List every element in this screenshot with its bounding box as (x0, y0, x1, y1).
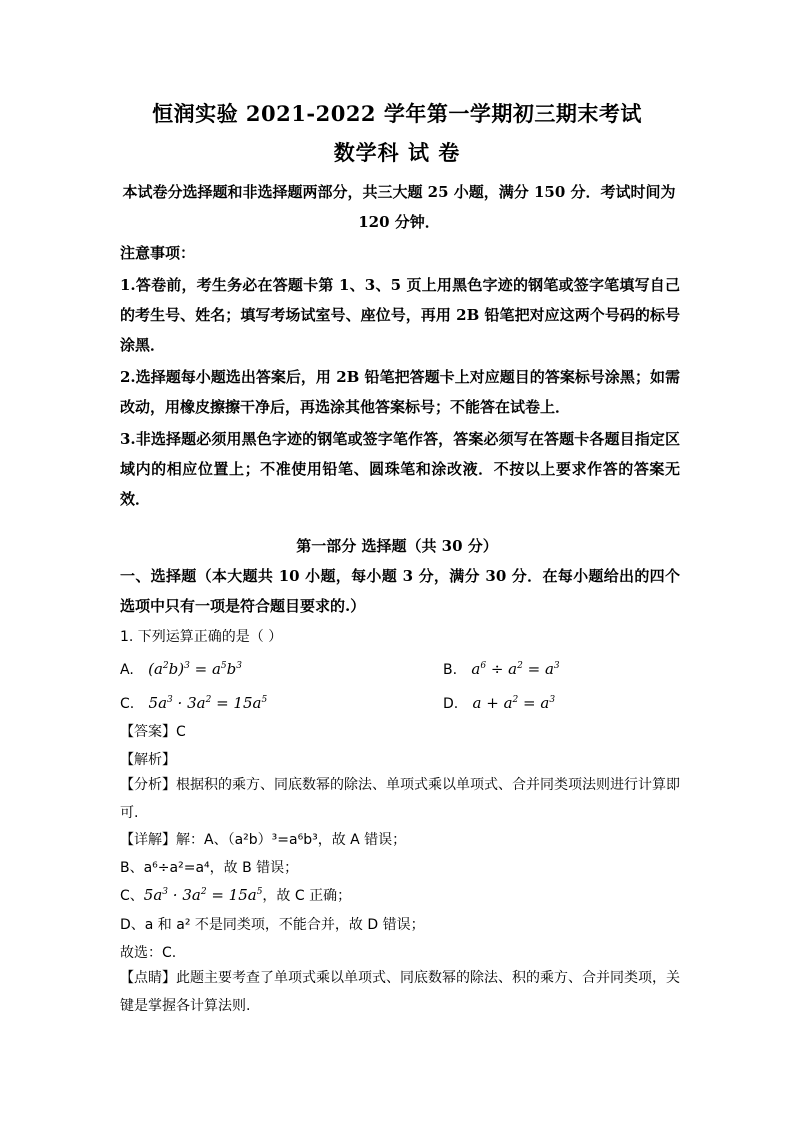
option-d (443, 694, 555, 712)
comment-text: 【点睛】此题主要考查了单项式乘以单项式、同底数幂的除法、积的乘方、合并同类项，关键是掌握各计算法则. (120, 970, 680, 1014)
choose-line: 故选：C. (120, 945, 177, 961)
option-b-formula: $a^6 \div a^2 = a^3$ (461, 660, 560, 678)
option-a-formula: $(a^2b)^3 = a^5b^3$ (138, 660, 242, 678)
note-item-2: 2.选择题每小题选出答案后，用 2B 铅笔把答题卡上对应题目的答案标号涂黑；如需改动，用橡皮擦擦干净后，再选涂其他答案标号；不能答在试卷上． (120, 368, 680, 416)
option-d-formula: $a + a^2 = a^3$ (463, 694, 556, 712)
detail-c-formula: $5a^3 \cdot 3a^2 = 15a^5$ (143, 886, 263, 904)
exam-title: 恒润实验 2021-2022 学年第一学期初三期末考试 (152, 101, 642, 126)
option-c (120, 694, 267, 712)
option-d-label: D. (443, 696, 459, 712)
detail-a: 【详解】解：A、（a²b）³=a⁶b³，故 A 错误； (120, 832, 407, 848)
section-heading: 一、选择题（本大题共 10 小题，每小题 3 分，满分 30 分．在每小题给出的四个选项中只有一项是符合题目要求的.） (120, 567, 680, 615)
detail-c-suffix: ，故 C 正确； (262, 888, 352, 904)
exam-subtitle: 数学科 试 卷 (333, 140, 461, 165)
detail-c (120, 885, 351, 905)
analysis-text: 【分析】根据积的乘方、同底数幂的除法、单项式乘以单项式、合并同类项法则进行计算即可. (120, 777, 680, 821)
note-item-3: 3.非选择题必须用黑色字迹的钢笔或签字笔作答，答案必须写在答题卡各题目指定区域内的相应位置上；不准使用铅笔、圆珠笔和涂改液．不按以上要求作答的答案无效． (120, 430, 680, 508)
part-title: 第一部分 选择题（共 30 分） (296, 537, 498, 555)
option-a (120, 660, 242, 678)
notes-heading: 注意事项： (120, 244, 196, 262)
option-c-formula: $5a^3 \cdot 3a^2 = 15a^5$ (139, 694, 268, 712)
option-a-label: A. (120, 662, 134, 678)
option-b (443, 660, 560, 678)
intro-text: 本试卷分选择题和非选择题两部分，共三大题 25 小题，满分 150 分．考试时间为 120 分钟． (122, 183, 676, 231)
answer-line: 【答案】C (120, 724, 186, 740)
detail-c-prefix: C、 (120, 888, 144, 904)
analysis-tag: 【解析】 (120, 752, 176, 768)
detail-d: D、a 和 a² 不是同类项，不能合并，故 D 错误； (120, 917, 425, 933)
option-b-label: B. (443, 662, 458, 678)
detail-b: B、a⁶÷a²=a⁴，故 B 错误； (120, 860, 299, 876)
question-stem: 1. 下列运算正确的是（ ） (120, 629, 283, 645)
note-item-1: 1.答卷前，考生务必在答题卡第 1、3、5 页上用黑色字迹的钢笔或签字笔填写自己的考生号、姓名；填写考场试室号、座位号，再用 2B 铅笔把对应这两个号码的标号涂黑． (120, 276, 680, 354)
option-c-label: C. (120, 696, 135, 712)
